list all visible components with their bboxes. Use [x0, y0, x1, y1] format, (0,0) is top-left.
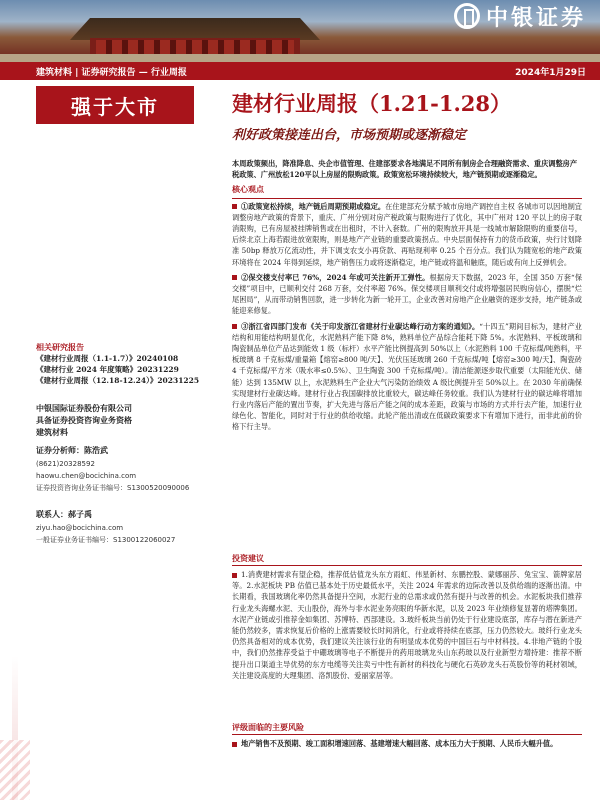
- page-subtitle: 利好政策接连出台，市场预期或逐渐稳定: [232, 128, 467, 143]
- page-title: 建材行业周报（1.21-1.28）: [232, 91, 512, 116]
- point-body: 在住建部充分赋予城市房地产调控自主权 各城市可以因地制宜调整房地产政策的背景下，重庆、广州分别对房产税政策与限购进行了优化，其中广州对 120 平以上的房子取消限购，已有房屋被挂牌销售或在出租时，不计入套数。广州的限购放开具是一线城市解除限购的重要信号，后续北京上海若跟进放宽限购，则是地产产业链的重要政策拐点。中央层面保持有力的货币政策，央行讨划降准 50bp 释放万亿流动性，并下调支农支小再贷款、再贴现利率 0.25 个百分点。我们认为随宽松的地产政策环境将在 2024 年得到延续，地产销售压力或将逐渐稳定，地产链或将温和触底，随后或有向上反弹机会。: [232, 201, 582, 267]
- point-paragraph: [232, 201, 582, 268]
- contact-email[interactable]: ziyu.hao@bocichina.com: [36, 524, 124, 532]
- top-red-bar: [0, 62, 600, 80]
- analyst-heading: 证券分析师：陈浩武: [36, 445, 108, 455]
- summary-paragraph: 本周政策频出，降准降息、央企市值管理、住建部要求各地满足不同所有制房企合理融资需求、重庆调整房产税政策、广州放松120平以上房屋的限购政策。政策宽松环境持续较大，地产链预期或逐渐稳定。: [232, 159, 578, 180]
- related-report-item[interactable]: 《建材行业周报（12.18-12.24）》20231225: [36, 376, 200, 385]
- related-reports-heading: 相关研究报告: [36, 342, 84, 352]
- contact-heading: 联系人：郝子禹: [36, 509, 92, 519]
- point-lead: ①政策宽松持续，地产链后周期预期或稳定。: [241, 201, 386, 211]
- point-paragraph: [232, 272, 582, 317]
- footer-decoration: [0, 740, 30, 800]
- investment-advice-text: [232, 569, 582, 681]
- related-report-item[interactable]: 《建材行业 2024 年度策略》20231229: [36, 365, 179, 374]
- palace-ground-image: [0, 54, 600, 62]
- point-lead: ②保交楼支付率已 76%，2024 年或可关注新开工弹性。: [241, 272, 430, 282]
- risk-heading: 评级面临的主要风险: [232, 722, 304, 732]
- header-banner: [0, 0, 600, 62]
- bank-logo-icon: [454, 3, 480, 29]
- analyst-info: [36, 458, 189, 494]
- risk-text: [232, 738, 582, 749]
- main-content: [232, 158, 582, 437]
- org-name: 中银国际证券股份有限公司: [36, 403, 132, 413]
- analyst-email[interactable]: haowu.chen@bocichina.com: [36, 472, 137, 480]
- core-views-heading: 核心观点: [232, 184, 264, 195]
- section-divider: [232, 734, 582, 735]
- risk-body: 地产销售不及预期、竣工面积增速回落、基建增速大幅回落、成本压力大于预期、人民币大幅升值。: [241, 739, 558, 748]
- investment-advice-heading: 投资建议: [232, 553, 264, 563]
- section-divider: [232, 565, 582, 566]
- investment-advice-body: 1.消费建材需求有望企稳，推荐低估值龙头东方雨虹、伟星新材、东鹏控股、蒙娜丽莎、兔宝宝、箭牌家居等。2.水泥板块 PB 估值已基本处于历史最低水平，关注 2024 年需求的边际改善以及供给端的逐渐出清。中长期看，我国玻璃化率仍然具备提升空间，水泥行业的总需求或仍然有提升与改善的机会。水泥板块我们推荐行业龙头海螺水泥、天山股份，海外与非水泥业务亮眼的华新水泥，以及 2023 年业绩修复显著的塔牌集团。水泥产业链或引推荐金如集团、苏博特、西部建设。3.玻纤板块当前仍处于行业建设底部，库存与潜在新进产能仍然较多，需求恢复后价格的上涨需要较长时间消化，行业或将持续在底部，压力仍然较大。玻纤行业龙头仍然具备相对的成本优势，我们建议关注该行业的有明显成本优势的中国巨石与中材科技。4.非地产链的个股中，我们仍然推荐受益于中硼玻璃等电子不断提升的药用玻璃龙头山东药玻以及行业新型方增持建：推荐不断提升出口渠道主导优势的东方电缆等关注卖亏中性有新材的科技化与硬化石英砂龙头石英股份等的耗材领域，关注建设高度的大理集团、洛凯股份、爱丽家居等。: [232, 570, 582, 680]
- point-lead: ③浙江省四部门发布《关于印发浙江省建材行业碳达峰行动方案的通知》。: [241, 321, 480, 331]
- brand-logo: [454, 0, 586, 32]
- point-paragraph: [232, 321, 582, 433]
- bullet-icon: [232, 324, 237, 329]
- point-body: 根据房天下数据，2023 年，全国 350 万套“保交楼”项目中，已顺利交付 268 万套，交付率超 76%。保交楼项目顺利交付或将增强居民购房信心，摆脱“烂尾困局”，从而带动销售回款，进一步转化为新一轮开工，企业改善对房地产企业融资的逐步支持，地产链条或能迎来修复。: [232, 272, 583, 316]
- side-strip: [0, 80, 18, 800]
- point-body: “十四五”期间目标为，建材产业结构和用能结构明显优化，水泥熟料产能下降 8%，熟料单位产品综合能耗下降 5%。水泥熟料、平板玻璃和陶瓷制品单位产品达到能效 1 级（标杆）水平产能比例提高到 50%以上（水泥熟料 100 千克标煤/吨熟料，平板玻璃 8 千克标煤/重量箱【熔窑≥800 吨/天】、光伏压延玻璃 260 千克标煤/吨【熔窑≥300 吨/天】、陶瓷砖 4 千克标煤/平方米（吸水率≤0.5%）、卫生陶瓷 300 千克标煤/吨）。清洁能源逐步取代重要（太阳能光伏、储能）达到 135MW 以上，水泥熟料生产企业大气污染防治绩效 A 级比例提升至 50%以上。在 2030 年前确保实现建材行业碳达峰。建材行业占我国碳排放比重较大，碳达峰任务较重。我们认为建材行业的碳达峰将增加行业内落后产能的置出节奏，扩大先进与落后产能之间的成本差距，政策与市场的方式并行去产能，加速行业绿色化、智能化，同时对于行业的供给收缩。此轮产能出清或在低碳政策要求下有增加下进行，而非此前的价格下行主导。: [232, 321, 582, 432]
- contact-cert: 一般证券业务证书编号：S1300122060027: [36, 536, 176, 544]
- organization-info: [36, 402, 216, 438]
- related-reports-list: [36, 353, 199, 386]
- org-sector: 建筑材料: [36, 427, 68, 437]
- bullet-icon: [232, 275, 237, 280]
- bullet-icon: [232, 742, 237, 747]
- analyst-cert: 证券投资咨询业务证书编号：S1300520090006: [36, 484, 190, 492]
- breadcrumb: 建筑材料 | 证券研究报告 — 行业周报: [36, 67, 187, 78]
- bullet-icon: [232, 573, 237, 578]
- brand-name: 中银证券: [485, 5, 586, 31]
- section-divider: [232, 198, 582, 199]
- report-date: 2024年1月29日: [515, 67, 586, 78]
- palace-roof-image: [70, 18, 320, 40]
- bullet-icon: [232, 204, 237, 209]
- analyst-phone: (8621)20328592: [36, 460, 95, 468]
- contact-info: [36, 522, 175, 546]
- org-qualification: 具备证券投资咨询业务资格: [36, 415, 132, 425]
- rating-badge: 强于大市: [36, 86, 194, 124]
- related-report-item[interactable]: 《建材行业周报（1.1-1.7）》20240108: [36, 354, 179, 363]
